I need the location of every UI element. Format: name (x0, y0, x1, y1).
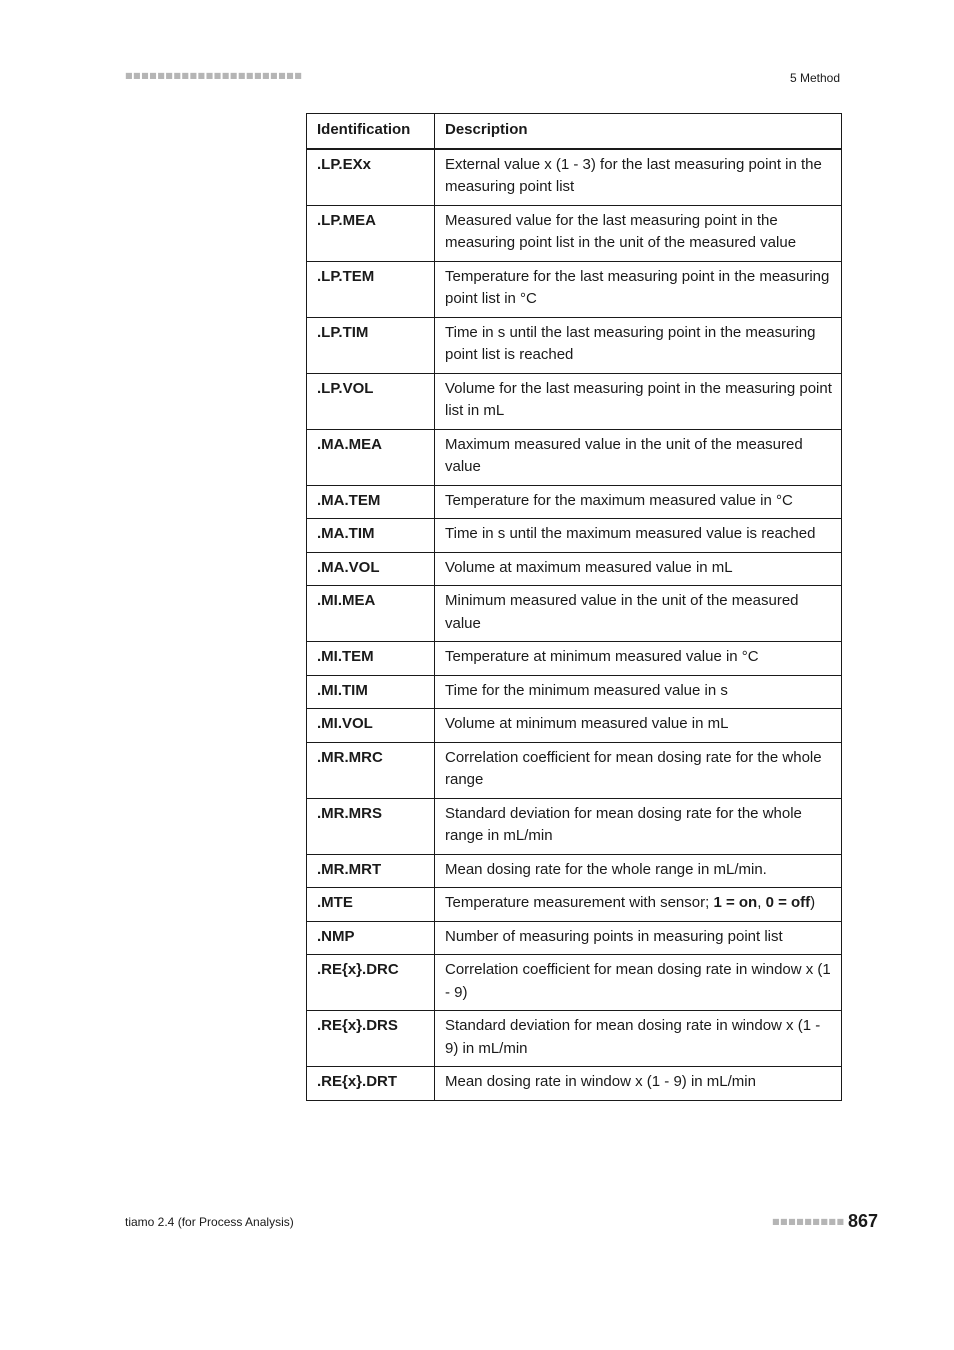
column-header-description: Description (435, 114, 842, 149)
description-cell: Maximum measured value in the unit of the measured value (435, 429, 842, 485)
identification-cell: .MI.TIM (307, 675, 435, 709)
table-row (307, 149, 842, 206)
header-decoration: ■■■■■■■■■■■■■■■■■■■■■■ (125, 71, 303, 80)
identification-cell: .LP.MEA (307, 205, 435, 261)
table-row (307, 798, 842, 854)
identification-cell: .RE{x}.DRT (307, 1067, 435, 1101)
section-title: 5 Method (789, 71, 840, 85)
description-cell: External value x (1 - 3) for the last measuring point in the measuring point list (435, 149, 842, 206)
off-value: 0 = off (765, 894, 811, 911)
table-row (307, 317, 842, 373)
description-cell: Time in s until the maximum measured value is reached (435, 519, 842, 553)
column-header-identification: Identification (307, 114, 435, 149)
identification-cell: .MA.VOL (307, 552, 435, 586)
table-row (307, 552, 842, 586)
description-cell: Temperature at minimum measured value in °C (435, 642, 842, 676)
identification-cell: .MTE (307, 888, 435, 922)
table-row (307, 854, 842, 888)
table-row (307, 485, 842, 519)
table-row (307, 642, 842, 676)
table-row (307, 429, 842, 485)
identification-cell: .LP.TEM (307, 261, 435, 317)
variables-table (306, 113, 842, 1101)
description-cell: Volume at minimum measured value in mL (435, 709, 842, 743)
description-cell: Number of measuring points in measuring point list (435, 921, 842, 955)
table-row (307, 709, 842, 743)
description-cell: Volume for the last measuring point in the measuring point list in mL (435, 373, 842, 429)
closing-text: ) (810, 894, 816, 911)
table-row (307, 586, 842, 642)
description-cell: Correlation coefficient for mean dosing rate in window x (1 - 9) (435, 955, 842, 1011)
table-row (307, 1067, 842, 1101)
page-number: 867 (847, 1211, 878, 1231)
identification-cell: .RE{x}.DRS (307, 1011, 435, 1067)
description-cell: Standard deviation for mean dosing rate in window x (1 - 9) in mL/min (435, 1011, 842, 1067)
description-cell: Standard deviation for mean dosing rate for the whole range in mL/min (435, 798, 842, 854)
description-cell: Mean dosing rate for the whole range in mL/min. (435, 854, 842, 888)
identification-cell: .MI.VOL (307, 709, 435, 743)
product-name: tiamo 2.4 (for Process Analysis) (125, 1215, 294, 1229)
table-row (307, 519, 842, 553)
description-cell: Time for the minimum measured value in s (435, 675, 842, 709)
description-cell (435, 888, 842, 922)
identification-cell: .MA.MEA (307, 429, 435, 485)
identification-cell: .MI.MEA (307, 586, 435, 642)
table-row (307, 675, 842, 709)
table-row (307, 373, 842, 429)
identification-cell: .MI.TEM (307, 642, 435, 676)
identification-cell: .LP.EXx (307, 149, 435, 206)
table-row (307, 742, 842, 798)
description-text: Temperature measurement with sensor; (445, 894, 714, 911)
table-row (307, 261, 842, 317)
table-row (307, 205, 842, 261)
identification-cell: .LP.TIM (307, 317, 435, 373)
description-cell: Minimum measured value in the unit of the measured value (435, 586, 842, 642)
footer-decoration: ■■■■■■■■■ (772, 1217, 845, 1226)
separator-text: , (757, 894, 766, 911)
table-row (307, 1011, 842, 1067)
table-row (307, 888, 842, 922)
identification-cell: .NMP (307, 921, 435, 955)
on-value: 1 = on (713, 894, 758, 911)
identification-cell: .MA.TIM (307, 519, 435, 553)
identification-cell: .LP.VOL (307, 373, 435, 429)
description-cell: Measured value for the last measuring point in the measuring point list in the unit of the measured value (435, 205, 842, 261)
description-cell: Correlation coefficient for mean dosing rate for the whole range (435, 742, 842, 798)
description-cell: Time in s until the last measuring point in the measuring point list is reached (435, 317, 842, 373)
table-header-row (307, 114, 842, 149)
identification-cell: .MR.MRC (307, 742, 435, 798)
description-cell: Temperature for the maximum measured value in °C (435, 485, 842, 519)
identification-cell: .RE{x}.DRC (307, 955, 435, 1011)
description-cell: Volume at maximum measured value in mL (435, 552, 842, 586)
identification-cell: .MR.MRT (307, 854, 435, 888)
description-cell: Mean dosing rate in window x (1 - 9) in mL/min (435, 1067, 842, 1101)
table-row (307, 921, 842, 955)
description-cell: Temperature for the last measuring point in the measuring point list in °C (435, 261, 842, 317)
identification-cell: .MR.MRS (307, 798, 435, 854)
table-row (307, 955, 842, 1011)
identification-cell: .MA.TEM (307, 485, 435, 519)
